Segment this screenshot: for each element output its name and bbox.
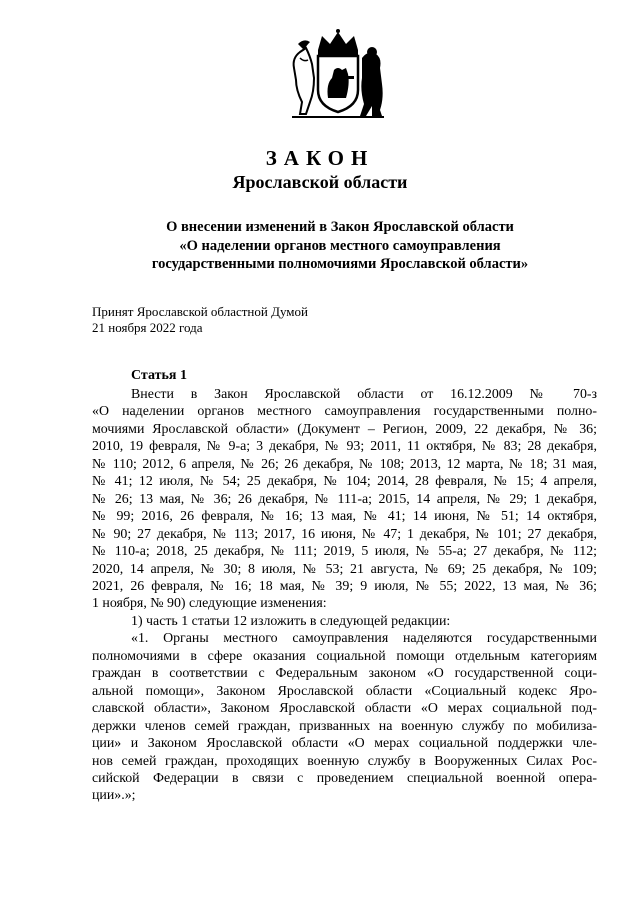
- body-line: Внести в Закон Ярославской области от 16.12.2009 № 70-з: [131, 387, 597, 402]
- body-line: 1 ноября, № 90) следующие изменения:: [92, 596, 327, 612]
- body-line: 2021, 26 февраля, № 16; 18 мая, № 39; 9 июля, № 55; 2022, 13 мая, № 36;: [92, 578, 597, 594]
- coat-of-arms-icon: [288, 28, 388, 120]
- body-line: полномочиями в сфере оказания социальной помощи отдельным категориям: [92, 648, 597, 664]
- body-line: № 110; 2012, 6 апреля, № 26; 26 декабря, № 108; 2013, 12 марта, № 18; 31 мая,: [92, 456, 597, 472]
- adoption-info: [92, 304, 308, 336]
- subject-line: О внесении изменений в Закон Ярославской области: [166, 219, 514, 235]
- body-line: ции».»;: [92, 788, 136, 804]
- body-line: мочиями Ярославской области» (Документ – Регион, 2009, 22 декабря, № 36;: [92, 421, 597, 437]
- body-line: № 26; 13 мая, № 36; 26 декабря, № 111-а; 2015, 14 апреля, № 29; 1 декабря,: [92, 491, 597, 507]
- subject-line: государственными полномочиями Ярославской области»: [151, 256, 529, 272]
- body-line: славской области», Законом Ярославской области «О мерах социальной под-: [92, 701, 597, 717]
- body-line: 2020, 14 апреля, № 30; 8 июля, № 53; 21 августа, № 69; 25 декабря, № 109;: [92, 561, 597, 577]
- article-title: Статья 1: [131, 368, 187, 383]
- body-line: граждан в соответствии с Федеральным законом «О государственной соци-: [92, 666, 597, 682]
- body-line: 2010, 19 февраля, № 9-а; 3 декабря, № 93; 2011, 11 октября, № 83; 28 декабря,: [92, 439, 597, 455]
- body-line: «1. Органы местного самоуправления наделяются государственными: [131, 631, 597, 647]
- body-line: № 110-а; 2018, 25 декабря, № 111; 2019, 5 июля, № 55-а; 27 декабря, № 112;: [92, 544, 597, 560]
- body-line: альной помощи», Законом Ярославской области «Социальный кодекс Яро-: [92, 683, 597, 699]
- body-line: ции» и Законом Ярославской области «О мерах социальной поддержки чле-: [92, 736, 597, 752]
- body-line: № 41; 12 июля, № 54; 25 декабря, № 104; 2014, 28 февраля, № 15; 4 апреля,: [92, 474, 597, 490]
- document-subject: [120, 218, 560, 274]
- body-line: сийской Федерации в связи с проведением специальной военной опера-: [92, 770, 597, 786]
- body-line: нов семей граждан, проходящих военную службу в Вооруженных Силах Рос-: [92, 753, 597, 769]
- subject-line: «О наделении органов местного самоуправления: [179, 237, 501, 254]
- adoption-date: 21 ноября 2022 года: [92, 320, 203, 335]
- document-type: ЗАКОН: [265, 146, 375, 170]
- article-body: [92, 386, 597, 805]
- body-line: держки членов семей граждан, призванных на военную службу по мобилиза-: [92, 718, 597, 734]
- document-region: Ярославской области: [232, 172, 408, 192]
- body-line: № 90; 27 декабря, № 113; 2017, 16 июня, № 47; 1 декабря, № 101; 27 декабря,: [92, 526, 597, 542]
- body-line: 1) часть 1 статьи 12 изложить в следующей редакции:: [131, 613, 451, 629]
- body-line: «О наделении органов местного самоуправления государственными полно-: [92, 404, 597, 420]
- body-line: № 99; 2016, 26 февраля, № 16; 13 мая, № 41; 14 июня, № 51; 14 октября,: [92, 509, 597, 525]
- adoption-body: Принят Ярославской областной Думой: [92, 304, 308, 319]
